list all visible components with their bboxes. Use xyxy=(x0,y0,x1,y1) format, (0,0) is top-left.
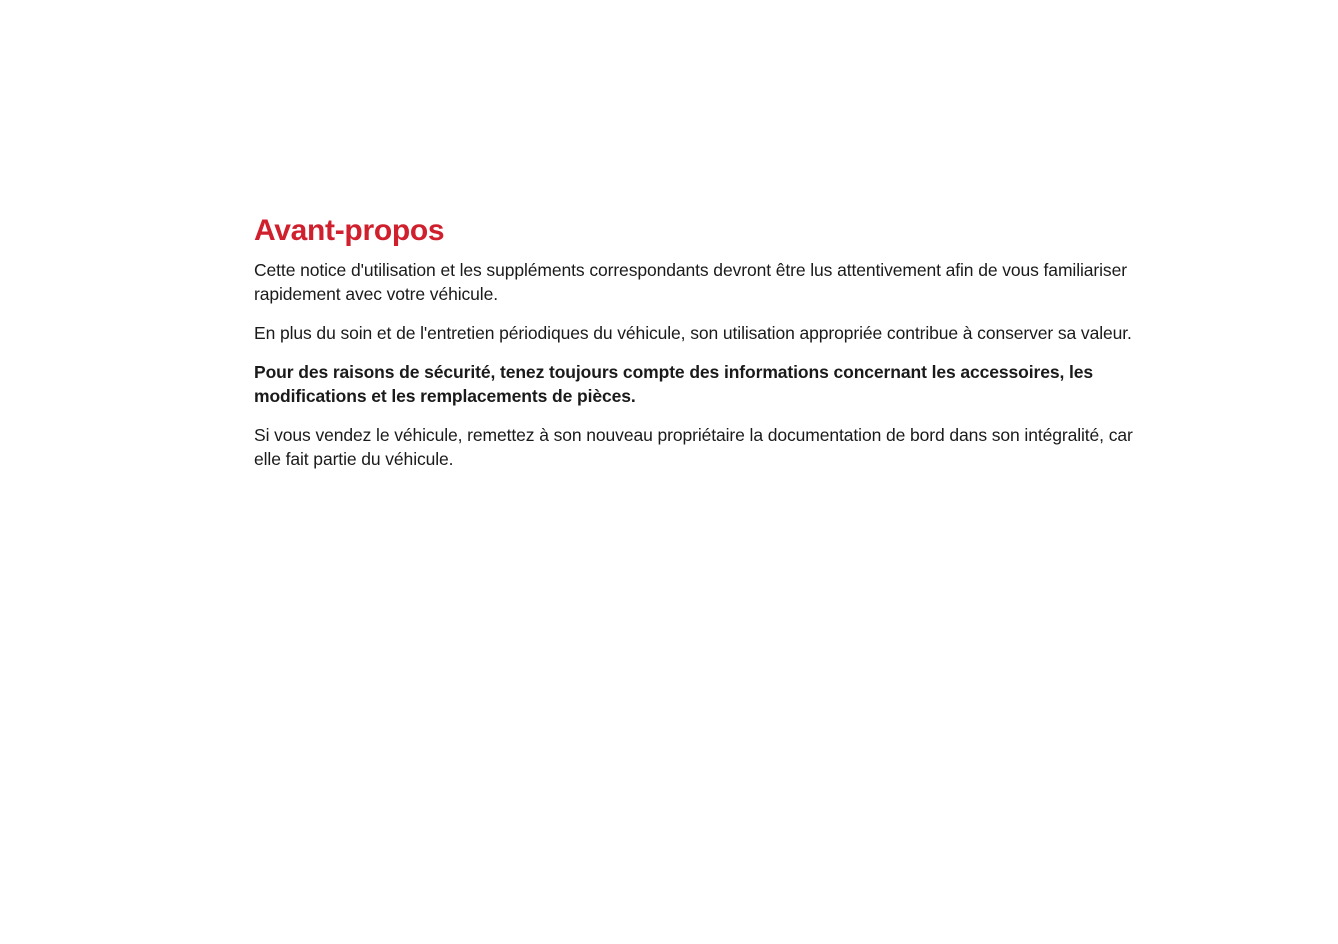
document-page xyxy=(254,212,1154,486)
paragraph-intro: Cette notice d'utilisation et les suppléments correspondants devront être lus attentivement afin de vous familiariser rapidement avec votre véhicule. xyxy=(254,260,1127,304)
paragraph-resale: Si vous vendez le véhicule, remettez à son nouveau propriétaire la documentation de bord dans son intégralité, car elle fait partie du véhicule. xyxy=(254,425,1133,469)
paragraph-safety: Pour des raisons de sécurité, tenez toujours compte des informations concernant les accessoires, les modifications et les remplacements de pièces. xyxy=(254,362,1094,406)
page-title: Avant-propos xyxy=(254,214,445,247)
paragraph-care: En plus du soin et de l'entretien périodiques du véhicule, son utilisation appropriée contribue à conserver sa valeur. xyxy=(254,323,1132,343)
